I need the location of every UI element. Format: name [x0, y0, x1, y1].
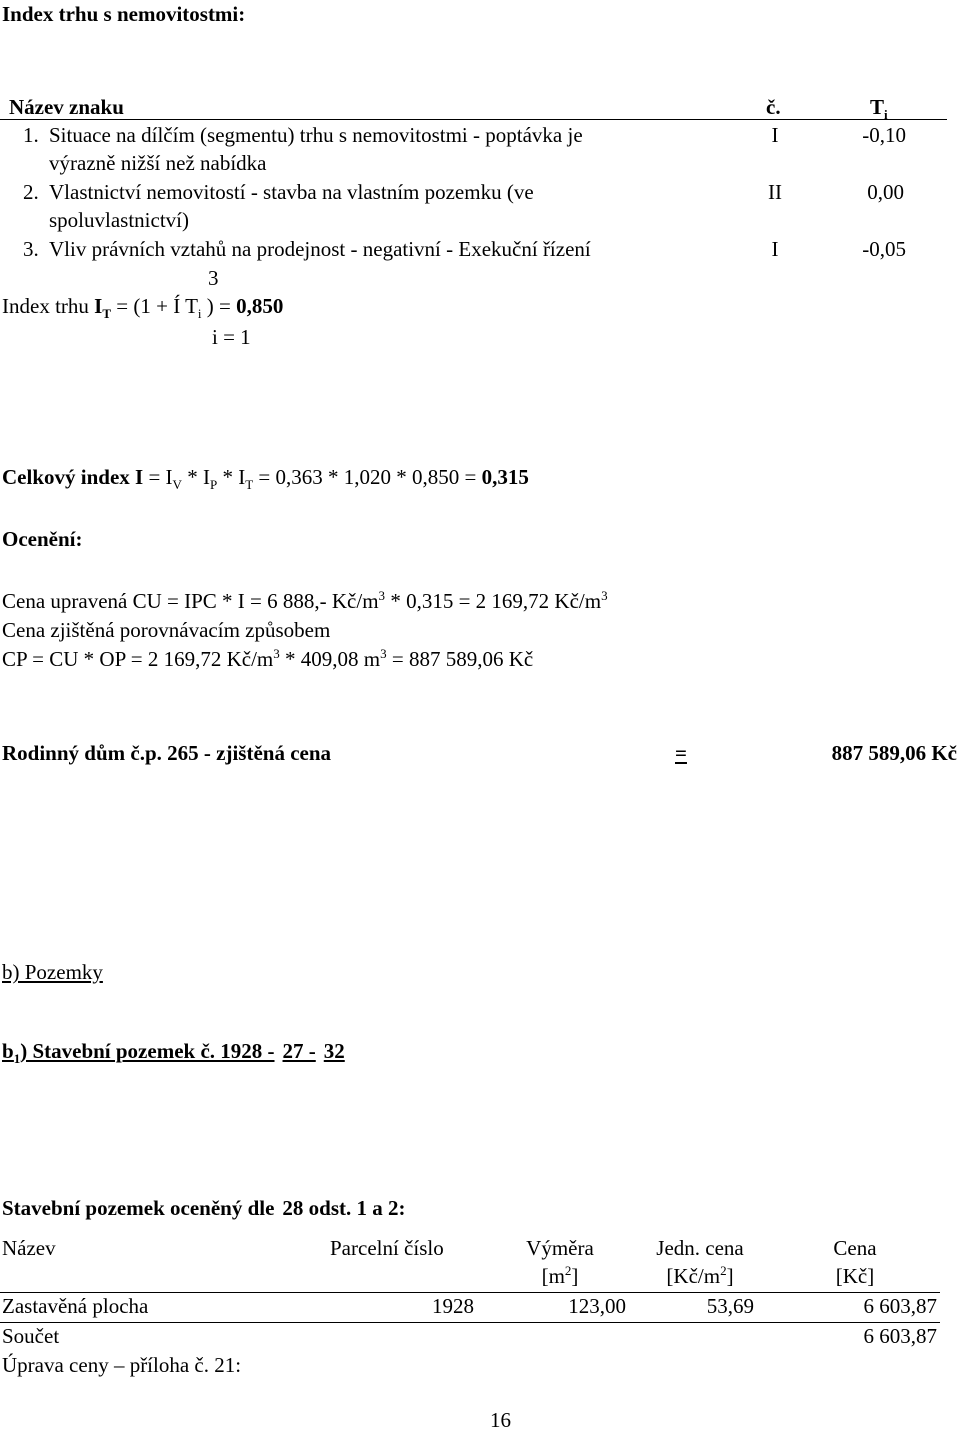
valuation-line-3-c: = 887 589,06 Kč: [386, 647, 534, 671]
land-col-parcel: Parcelní číslo: [330, 1236, 444, 1260]
formula-close: ) =: [201, 294, 237, 318]
valuation-line-2: Cena zjištěná porovnávacím způsobem: [2, 618, 331, 642]
land-sub-c: 27 -: [282, 1039, 316, 1063]
valuation-line-3-sup1: 3: [273, 646, 280, 661]
valuation-line-3-b: * 409,08 m: [279, 647, 381, 671]
col-header-t-letter: T: [870, 95, 885, 119]
total-index-expr: = 0,363 * 1,020 * 0,850 =: [253, 465, 482, 489]
valuation-line-1-a: Cena upravená CU = IPC * I = 6 888,- Kč/m: [2, 589, 379, 613]
total-index-p-sub: P: [209, 477, 218, 493]
market-row-1-value: -0,10: [862, 123, 906, 147]
valuation-line-1-b: * 0,315 = 2 169,72 Kč/m: [385, 589, 602, 613]
formula-upper-limit: 3: [208, 266, 219, 290]
formula-eq: = (1 +: [111, 294, 174, 318]
market-index-formula: [2, 294, 284, 322]
land-sum-value: 6 603,87: [863, 1324, 937, 1348]
land-sub-a: ) Stavební pozemek č. 1928 -: [20, 1039, 275, 1063]
land-col-unit-price: Jedn. cena: [656, 1236, 744, 1260]
market-row-1-text: Situace na dílčím (segmentu) trhu s nemovitostmi - poptávka je: [49, 123, 583, 147]
land-col-area: Výměra: [526, 1236, 594, 1260]
market-row-1-num: 1.: [23, 123, 39, 147]
land-col-price-unit: [Kč]: [835, 1264, 875, 1288]
land-subsection-heading: [2, 1039, 345, 1067]
land-sub-b: b: [2, 1039, 14, 1063]
valuation-line-3-sup2: 3: [380, 646, 387, 661]
col-header-name: Název znaku: [9, 95, 124, 119]
land-sum-label: Součet: [2, 1324, 60, 1348]
total-index-v-sub: V: [172, 477, 182, 493]
land-col-unit-price-unit-a: [Kč/m: [666, 1264, 721, 1288]
land-col-area-unit-sup: 2: [564, 1263, 572, 1278]
formula-result: 0,850: [236, 294, 284, 318]
total-index-label: Celkový index I: [2, 465, 144, 489]
land-row-parcel: 1928: [432, 1294, 474, 1318]
col-header-t-sub: i: [884, 107, 888, 123]
land-sub-d: 32: [323, 1039, 345, 1063]
house-total-label: Rodinný dům č.p. 265 - zjištěná cena: [2, 741, 332, 765]
market-row-2-text: Vlastnictví nemovitostí - stavba na vlastním pozemku (ve: [49, 180, 534, 204]
total-index-mul2: * I: [217, 465, 246, 489]
market-row-3-num: 3.: [23, 237, 39, 261]
formula-t-sub: i: [197, 306, 202, 322]
land-col-unit-price-unit: [640, 1264, 760, 1289]
land-adjust-label: Úprava ceny – příloha č. 21:: [2, 1353, 242, 1377]
market-row-3-text: Vliv právních vztahů na prodejnost - negativní - Exekuční řízení: [49, 237, 591, 261]
market-row-3-no: I: [771, 237, 779, 261]
land-col-area-unit-b: ]: [571, 1264, 579, 1288]
land-col-area-unit: [510, 1264, 610, 1289]
land-sub-index: 1: [13, 1051, 21, 1067]
formula-it: I: [94, 294, 103, 318]
page-number: 16: [490, 1408, 511, 1432]
formula-prefix: Index trhu: [2, 294, 95, 318]
market-row-1-text-cont: výrazně nižší než nabídka: [49, 151, 267, 175]
valuation-line-1: [2, 589, 608, 614]
land-col-price: Cena: [833, 1236, 877, 1260]
house-total-eq: =: [675, 741, 687, 765]
market-row-2-text-cont: spoluvlastnictví): [49, 208, 189, 232]
total-index-result: 0,315: [481, 465, 529, 489]
formula-t: T: [180, 294, 198, 318]
formula-lower-limit: i = 1: [212, 325, 251, 349]
section-heading-market-index: Index trhu s nemovitostmi:: [2, 2, 246, 26]
land-row-price: 6 603,87: [863, 1294, 937, 1318]
formula-sigma: Í: [173, 294, 181, 318]
total-index-t-sub: T: [245, 477, 254, 493]
land-col-name: Název: [2, 1236, 56, 1260]
land-col-unit-price-unit-b: ]: [726, 1264, 734, 1288]
total-index-line: [2, 465, 529, 493]
formula-it-sub: T: [102, 306, 112, 322]
valuation-line-3-a: CP = CU * OP = 2 169,72 Kč/m: [2, 647, 274, 671]
valuation-heading: Ocenění:: [2, 527, 83, 551]
land-section-heading: b) Pozemky: [2, 960, 103, 984]
col-header-no: č.: [766, 95, 781, 119]
valuation-line-3: [2, 647, 533, 672]
market-row-2-no: II: [768, 180, 782, 204]
land-col-unit-price-unit-sup: 2: [720, 1263, 727, 1278]
valuation-line-1-sup2: 3: [601, 588, 608, 603]
market-row-2-num: 2.: [23, 180, 39, 204]
land-table-header-rule: [0, 1292, 940, 1293]
land-table-title-a: Stavební pozemek oceněný dle: [2, 1196, 275, 1220]
land-row-name: Zastavěná plocha: [2, 1294, 149, 1318]
header-rule: [0, 119, 947, 120]
col-header-t: [870, 95, 888, 123]
valuation-line-1-sup1: 3: [378, 588, 386, 603]
total-index-mul1: * I: [181, 465, 210, 489]
market-row-3-value: -0,05: [862, 237, 906, 261]
land-table-title-b: 28 odst. 1 a 2:: [282, 1196, 406, 1220]
total-index-eq: = I: [143, 465, 173, 489]
land-row-unit-price: 53,69: [706, 1294, 754, 1318]
market-row-2-value: 0,00: [867, 180, 904, 204]
land-table-title: [2, 1196, 406, 1221]
house-total-value-line: [675, 741, 957, 766]
house-total-value: 887 589,06 Kč: [831, 741, 957, 765]
market-row-1-no: I: [771, 123, 779, 147]
land-row-area: 123,00: [568, 1294, 626, 1318]
land-table-row-rule: [0, 1322, 940, 1323]
land-col-area-unit-a: [m: [541, 1264, 565, 1288]
